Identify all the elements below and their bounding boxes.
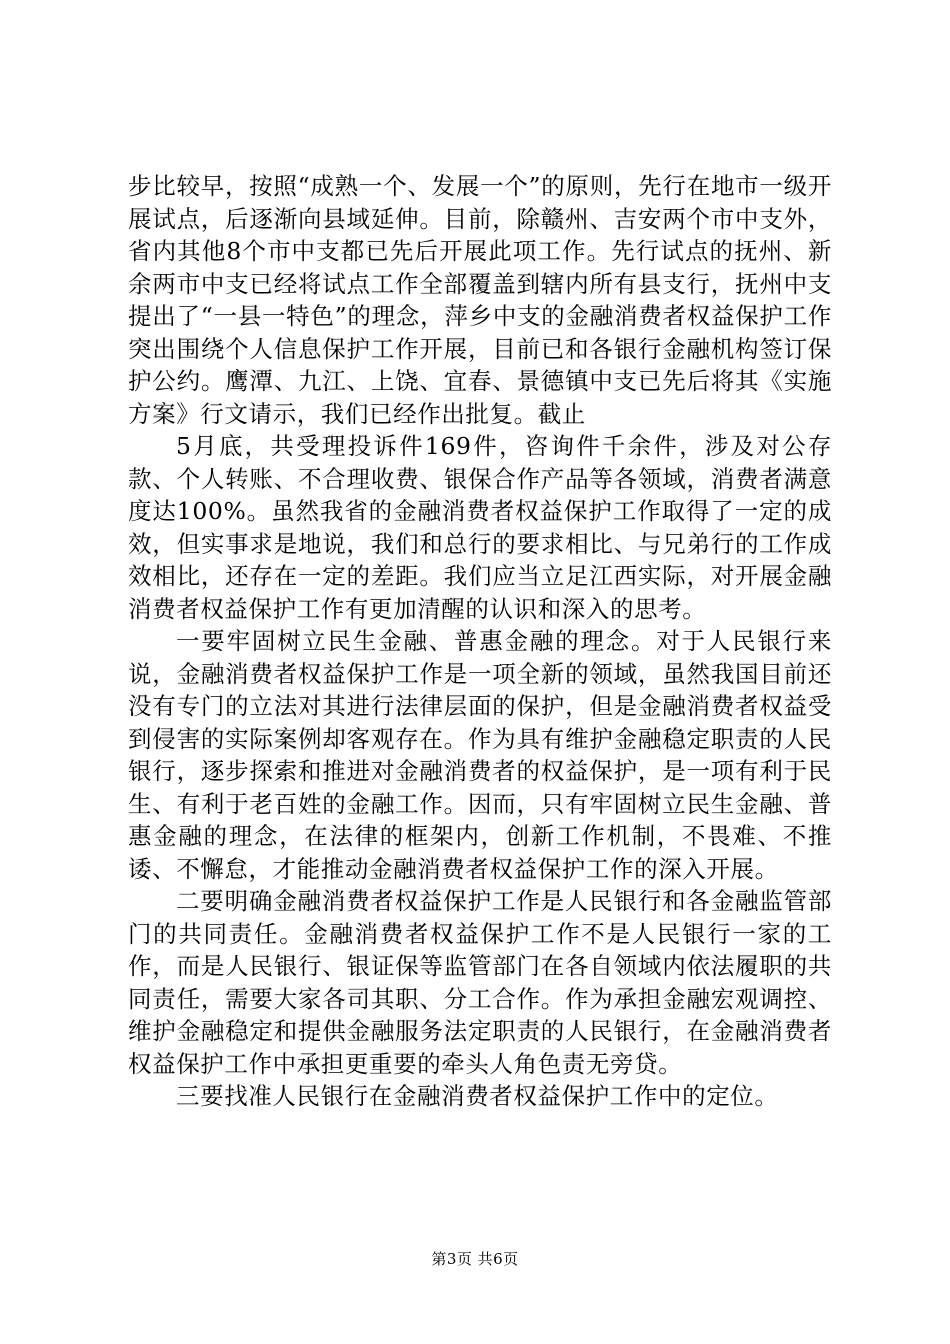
page-number-footer: 第3页 共6页 — [431, 1250, 519, 1268]
paragraph-2: 5月底，共受理投诉件169件，咨询件千余件，涉及对公存款、个人转账、不合理收费、银保合作产品等各领域，消费者满意度达100%。虽然我省的金融消费者权益保护工作取得了一定的成效，但实事求是地说，我们和总行的要求相比、与兄弟行的工作成效相比，还存在一定的差距。我们应当立足江西实际，对开展金融消费者权益保护工作有更加清醒的认识和深入的思考。 — [128, 432, 832, 623]
document-body — [128, 170, 832, 1113]
paragraph-3: 一要牢固树立民生金融、普惠金融的理念。对于人民银行来说，金融消费者权益保护工作是一项全新的领域，虽然我国目前还没有专门的立法对其进行法律层面的保护，但是金融消费者权益受到侵害的实际案例却客观存在。作为具有维护金融稳定职责的人民银行，逐步探索和推进对金融消费者的权益保护，是一项有利于民生、有利于老百姓的金融工作。因而，只有牢固树立民生金融、普惠金融的理念，在法律的框架内，创新工作机制，不畏难、不推诿、不懈怠，才能推动金融消费者权益保护工作的深入开展。 — [128, 627, 832, 883]
paragraph-5: 三要找准人民银行在金融消费者权益保护工作中的定位。 — [176, 1082, 779, 1110]
paragraph-1: 步比较早，按照“成熟一个、发展一个”的原则，先行在地市一级开展试点，后逐渐向县域延伸。目前，除赣州、吉安两个市中支外，省内其他8个市中支都已先后开展此项工作。先行试点的抚州、新余两市中支已经将试点工作全部覆盖到辖内所有县支行，抚州中支提出了“一县一特色”的理念，萍乡中支的金融消费者权益保护工作突出围绕个人信息保护工作开展，目前已和各银行金融机构签订保护公约。鹰潭、九江、上饶、宜春、景德镇中支已先后将其《实施方案》行文请示，我们已经作出批复。截止 — [128, 172, 832, 428]
paragraph-4: 二要明确金融消费者权益保护工作是人民银行和各金融监管部门的共同责任。金融消费者权益保护工作不是人民银行一家的工作，而是人民银行、银证保等监管部门在各自领域内依法履职的共同责任，需要大家各司其职、分工合作。作为承担金融宏观调控、维护金融稳定和提供金融服务法定职责的人民银行，在金融消费者权益保护工作中承担更重要的牵头人角色责无旁贷。 — [128, 887, 832, 1078]
